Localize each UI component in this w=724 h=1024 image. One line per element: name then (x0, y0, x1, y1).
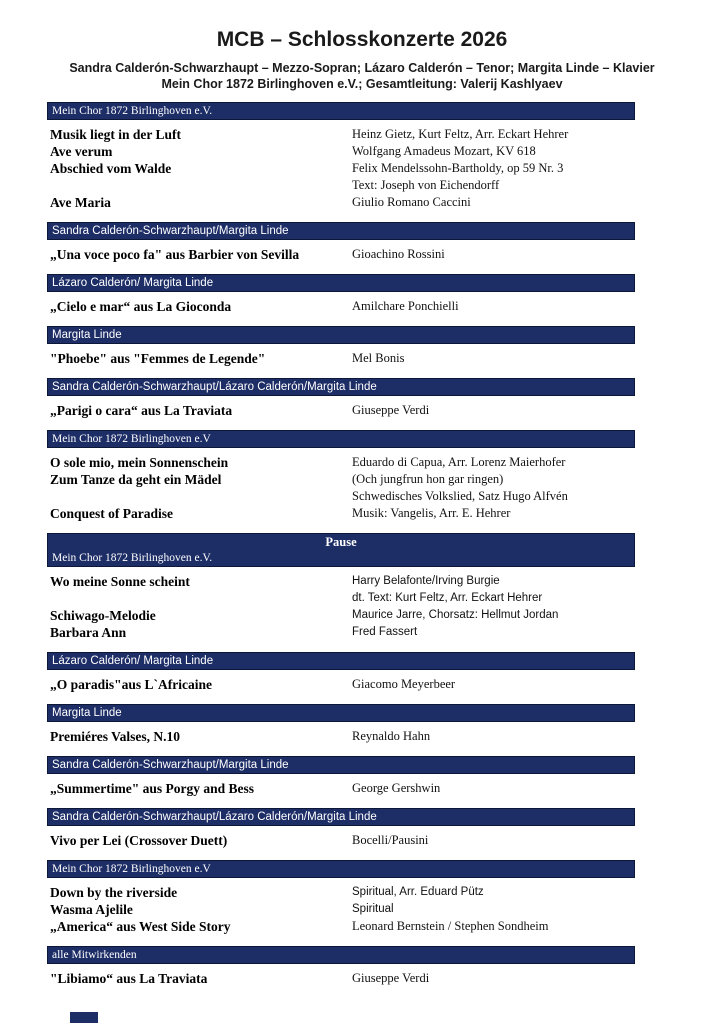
song-composers (352, 676, 724, 693)
song-row (50, 126, 724, 143)
song-row (50, 350, 724, 367)
composer-line: George Gershwin (352, 781, 441, 795)
composer-line: Giuseppe Verdi (352, 971, 430, 985)
song-composers (352, 194, 724, 211)
program-section (47, 102, 724, 211)
section-header-label: Mein Chor 1872 Birlinghoven e.V (52, 433, 211, 445)
song-title: Vivo per Lei (Crossover Duett) (50, 833, 228, 848)
song-title: Wo meine Sonne scheint (50, 574, 190, 589)
composer-line: Gioachino Rossini (352, 247, 445, 261)
composer-line: Bocelli/Pausini (352, 833, 429, 847)
section-header-bar (47, 274, 635, 292)
composer-line: Giulio Romano Caccini (352, 195, 471, 209)
song-composers (352, 350, 724, 367)
song-row (50, 780, 724, 797)
composer-line: Fred Fassert (352, 626, 418, 638)
section-header-bar (47, 946, 635, 964)
program-section (47, 704, 724, 745)
song-composers (352, 246, 724, 263)
song-title: Musik liegt in der Luft (50, 127, 182, 142)
song-row (50, 970, 724, 987)
section-header-bar (47, 430, 635, 448)
song-composers (352, 143, 724, 160)
program-section (47, 222, 724, 263)
song-list (47, 728, 724, 745)
composer-line: Spiritual, Arr. Eduard Pütz (352, 886, 484, 898)
song-list (47, 884, 724, 935)
section-header-bar (47, 756, 635, 774)
song-list (47, 350, 724, 367)
subtitle-performers: Sandra Calderón-Schwarzhaupt – Mezzo-Sopran; Lázaro Calderón – Tenor; Margita Linde – Klavier (69, 61, 655, 75)
section-header-bar (47, 326, 635, 344)
section-header-label: Sandra Calderón-Schwarzhaupt/Margita Linde (52, 225, 289, 237)
composer-line: Giuseppe Verdi (352, 403, 430, 417)
song-row (50, 298, 724, 315)
song-row (50, 832, 724, 849)
composer-line: Schwedisches Volkslied, Satz Hugo Alfvén (352, 489, 568, 503)
song-title: „Cielo e mar“ aus La Gioconda (50, 299, 232, 314)
section-header-label: Lázaro Calderón/ Margita Linde (52, 277, 214, 289)
composer-line: Wolfgang Amadeus Mozart, KV 618 (352, 144, 536, 158)
song-title: Zum Tanze da geht ein Mädel (50, 472, 222, 487)
song-title: Conquest of Paradise (50, 506, 174, 521)
song-title: Ave verum (50, 144, 113, 159)
page-bottom-bar-fragment (70, 1012, 98, 1023)
song-composers (352, 624, 724, 641)
song-title: "Libiamo“ aus La Traviata (50, 971, 208, 986)
song-row (50, 884, 724, 901)
song-list (47, 970, 724, 987)
section-header-label: Sandra Calderón-Schwarzhaupt/Lázaro Calderón/Margita Linde (52, 811, 377, 823)
section-header-label: Margita Linde (52, 707, 122, 719)
document-header (0, 0, 724, 92)
section-header-bar (47, 378, 635, 396)
song-list (47, 298, 724, 315)
song-title: Schiwago-Melodie (50, 608, 156, 623)
song-list (47, 454, 724, 522)
composer-line: Leonard Bernstein / Stephen Sondheim (352, 919, 549, 933)
pause-section-bar (47, 533, 635, 567)
song-title: "Phoebe" aus "Femmes de Legende" (50, 351, 266, 366)
song-title: „America“ aus West Side Story (50, 919, 231, 934)
song-row (50, 607, 724, 624)
song-composers (352, 780, 724, 797)
song-composers (352, 901, 724, 918)
song-composers (352, 918, 724, 935)
section-header-label: Sandra Calderón-Schwarzhaupt/Lázaro Calderón/Margita Linde (52, 381, 377, 393)
composer-line: Reynaldo Hahn (352, 729, 431, 743)
section-header-label: Sandra Calderón-Schwarzhaupt/Margita Linde (52, 759, 289, 771)
page-title: MCB – Schlosskonzerte 2026 (216, 28, 508, 51)
program-section (47, 326, 724, 367)
song-row (50, 143, 724, 160)
composer-line: Harry Belafonte/Irving Burgie (352, 575, 500, 587)
song-composers (352, 607, 724, 624)
song-list (47, 402, 724, 419)
section-header-label: Mein Chor 1872 Birlinghoven e.V. (52, 552, 213, 564)
composer-line: Heinz Gietz, Kurt Feltz, Arr. Eckart Hehrer (352, 127, 569, 141)
song-composers (352, 832, 724, 849)
section-header-bar (47, 860, 635, 878)
program-section (47, 430, 724, 522)
section-header-bar (47, 704, 635, 722)
song-composers (352, 505, 724, 522)
program-section (47, 860, 724, 935)
song-title: „Parigi o cara“ aus La Traviata (50, 403, 233, 418)
section-header-bar (47, 808, 635, 826)
song-title: „O paradis"aus L`Africaine (50, 677, 212, 692)
section-header-label: Lázaro Calderón/ Margita Linde (52, 655, 214, 667)
section-header-label: Margita Linde (52, 329, 122, 341)
song-title: Abschied vom Walde (50, 161, 172, 176)
program-section (47, 274, 724, 315)
composer-line: Eduardo di Capua, Arr. Lorenz Maierhofer (352, 455, 566, 469)
composer-line: (Och jungfrun hon gar ringen) (352, 472, 504, 486)
composer-line: Felix Mendelssohn-Bartholdy, op 59 Nr. 3 (352, 161, 564, 175)
song-list (47, 573, 724, 641)
composer-line: Text: Joseph von Eichendorff (352, 178, 500, 192)
section-header-bar (47, 652, 635, 670)
program-sections (0, 92, 724, 987)
song-title: O sole mio, mein Sonnenschein (50, 455, 229, 470)
section-header-label: Mein Chor 1872 Birlinghoven e.V (52, 863, 211, 875)
song-composers (352, 402, 724, 419)
song-composers (352, 970, 724, 987)
song-composers (352, 298, 724, 315)
program-section (47, 946, 724, 987)
song-title: Down by the riverside (50, 885, 178, 900)
section-header-label: alle Mitwirkenden (52, 949, 137, 961)
composer-line: Musik: Vangelis, Arr. E. Hehrer (352, 506, 511, 520)
song-row (50, 194, 724, 211)
section-header-bar (47, 102, 635, 120)
composer-line: Mel Bonis (352, 351, 405, 365)
program-section (47, 808, 724, 849)
song-composers (352, 160, 724, 194)
song-composers (352, 728, 724, 745)
section-header-bar (47, 222, 635, 240)
pause-label: Pause (325, 535, 357, 549)
song-list (47, 126, 724, 211)
song-row (50, 246, 724, 263)
composer-line: dt. Text: Kurt Feltz, Arr. Eckart Hehrer (352, 592, 543, 604)
section-header-label: Mein Chor 1872 Birlinghoven e.V. (52, 105, 213, 117)
song-title: Ave Maria (50, 195, 111, 210)
song-composers (352, 471, 724, 505)
composer-line: Spiritual (352, 903, 394, 915)
song-title: „Summertime" aus Porgy and Bess (50, 781, 254, 796)
song-title: „Una voce poco fa" aus Barbier von Sevilla (50, 247, 300, 262)
song-row (50, 471, 724, 505)
song-row (50, 624, 724, 641)
song-composers (352, 126, 724, 143)
song-list (47, 676, 724, 693)
song-title: Barbara Ann (50, 625, 127, 640)
program-section (47, 652, 724, 693)
composer-line: Amilchare Ponchielli (352, 299, 459, 313)
song-row (50, 402, 724, 419)
song-row (50, 676, 724, 693)
subtitle-choir: Mein Chor 1872 Birlinghoven e.V.; Gesamtleitung: Valerij Kashlyaev (161, 77, 563, 91)
song-row (50, 901, 724, 918)
program-section (47, 756, 724, 797)
program-section (47, 378, 724, 419)
song-composers (352, 454, 724, 471)
song-list (47, 780, 724, 797)
song-list (47, 832, 724, 849)
song-list (47, 246, 724, 263)
song-title: Wasma Ajelile (50, 902, 133, 917)
song-composers (352, 573, 724, 607)
composer-line: Maurice Jarre, Chorsatz: Hellmut Jordan (352, 609, 559, 621)
song-composers (352, 884, 724, 901)
song-title: Premiéres Valses, N.10 (50, 729, 180, 744)
song-row (50, 160, 724, 194)
song-row (50, 728, 724, 745)
program-section (47, 533, 724, 641)
song-row (50, 918, 724, 935)
song-row (50, 505, 724, 522)
song-row (50, 454, 724, 471)
song-row (50, 573, 724, 607)
composer-line: Giacomo Meyerbeer (352, 677, 456, 691)
